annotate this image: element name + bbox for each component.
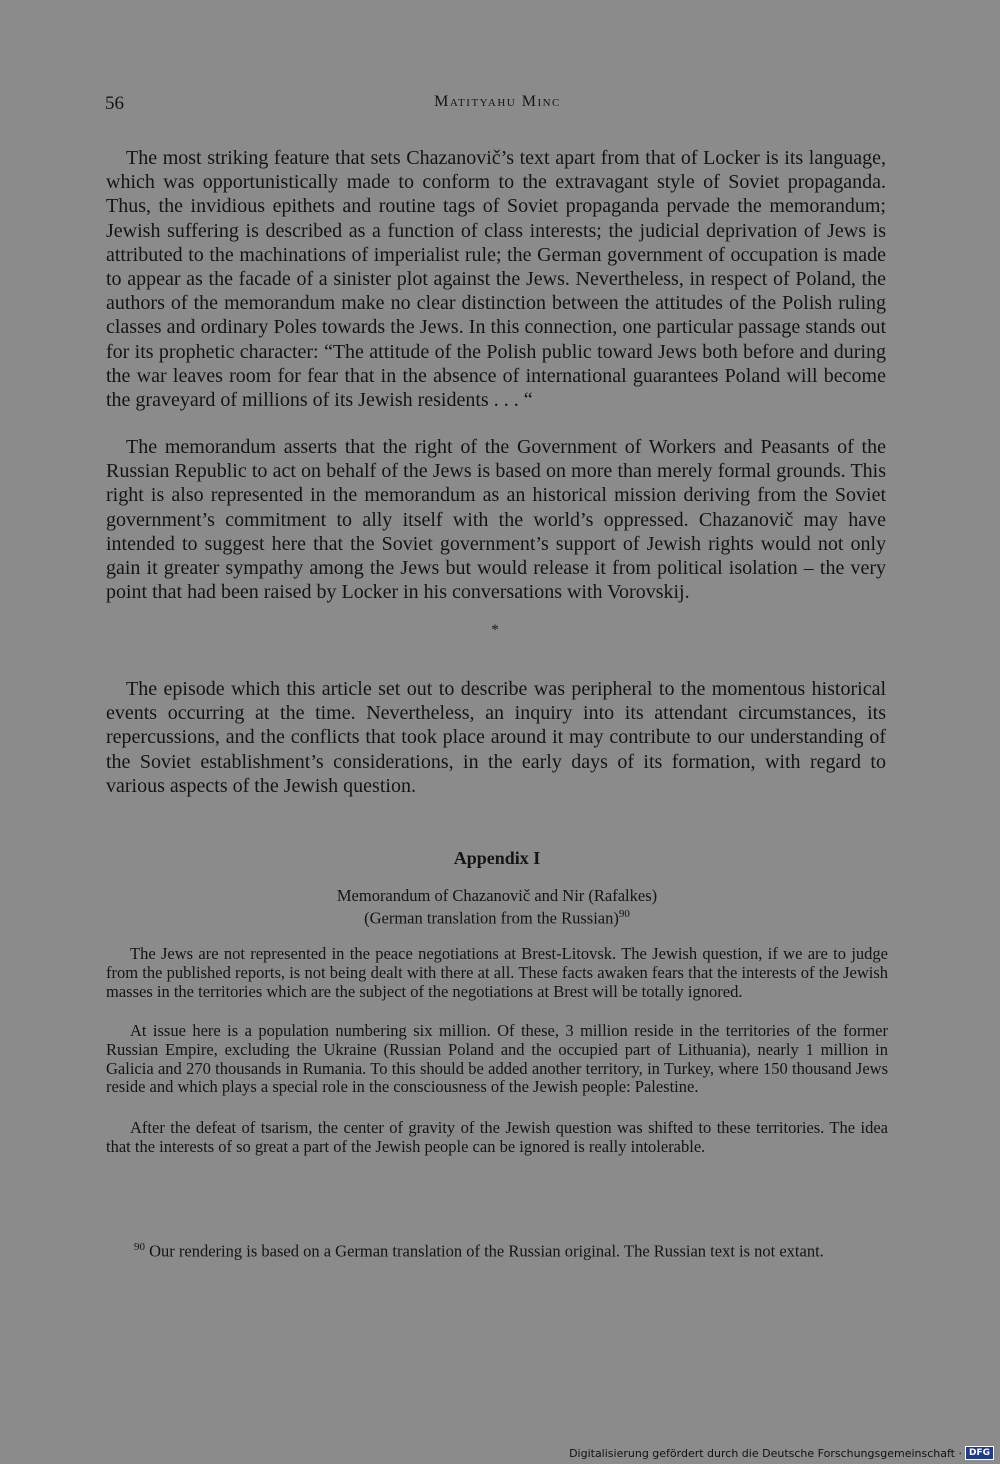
appendix-subtitle-line-1: Memorandum of Chazanovič and Nir (Rafalkes) [336,886,658,905]
footnote-text: Our rendering is based on a German translation of the Russian original. The Russian text is not extant. [145,1241,824,1261]
running-head: Matityahu Minc [434,93,561,110]
appendix-subtitle [0,887,994,928]
page-number: 56 [105,93,124,114]
appendix-paragraph-1: The Jews are not represented in the peace negotiations at Brest-Litovsk. The Jewish question, if we are to judge from the published reports, is not being dealt with there at all. These facts awaken fears that the interests of the Jewish masses in the territories which are the subject of the negotiations at Brest will be totally ignored. [106,944,888,1001]
body-paragraph-1: The most striking feature that sets Chazanovič’s text apart from that of Locker is its language, which was opportunistically made to conform to the extravagant style of Soviet propaganda. Thus, the invidious epithets and routine tags of Soviet propaganda pervade the memorandum; Jewish suffering is described as a function of class interests; the judicial deprivation of Jews is attributed to the machinations of imperialist rule; the German government of occupation is made to appear as the facade of a sinister plot against the Jews. Nevertheless, in respect of Poland, the authors of the memorandum make no clear distinction between the attitudes of the Polish ruling classes and ordinary Poles towards the Jews. In this connection, one particular passage stands out for its prophetic character: “The attitude of the Polish public toward Jews both before and during the war leaves room for fear that in the absence of international guarantees Poland will become the graveyard of millions of its Jewish residents . . . “ [106,147,886,412]
body-paragraph-3: The episode which this article set out to describe was peripheral to the momentous historical events occurring at the time. Nevertheless, an inquiry into its attendant circumstances, its repercussions, and the conflicts that took place around it may contribute to our understanding of the Soviet establishment’s considerations, in the early days of its formation, with regard to various aspects of the Jewish question. [106,678,886,797]
footnote-reference: 90 [618,908,630,920]
appendix-subtitle-line-2 [0,905,994,928]
dfg-logo: DFG [965,1446,994,1460]
footnote-number: 90 [134,1241,145,1253]
footnote [112,1238,896,1261]
digitization-banner-text: Digitalisierung gefördert durch die Deutsche Forschungsgemeinschaft · [569,1446,962,1460]
page-header [105,93,890,123]
digitization-banner [569,1446,994,1460]
appendix-paragraph-3: After the defeat of tsarism, the center of gravity of the Jewish question was shifted to these territories. The idea that the interests of so great a part of the Jewish people can be ignored is really intolerable. [106,1118,888,1156]
appendix-title: Appendix I [453,848,541,868]
body-paragraph-2: The memorandum asserts that the right of the Government of Workers and Peasants of the Russian Republic to act on behalf of the Jews is based on more than merely formal grounds. This right is also represented in the memorandum as an historical mission deriving from the Soviet government’s commitment to ally itself with the world’s oppressed. Chazanovič may have intended to suggest here that the Soviet government’s support of Jewish rights would not only gain it greater sympathy among the Jews but would release it from political isolation – the very point that had been raised by Locker in his conversations with Vorovskij. [106,436,886,604]
appendix-paragraph-2: At issue here is a population numbering six million. Of these, 3 million reside in the territories of the former Russian Empire, excluding the Ukraine (Russian Poland and the occupied part of Lithuania), nearly 1 million in Galicia and 270 thousands in Rumania. To this should be added another territory, in Turkey, where 150 thousand Jews reside and which plays a special role in the consciousness of the Jewish people: Palestine. [106,1021,888,1097]
section-break: * [491,622,499,638]
appendix-subtitle-line-2-text: (German translation from the Russian) [364,908,619,928]
